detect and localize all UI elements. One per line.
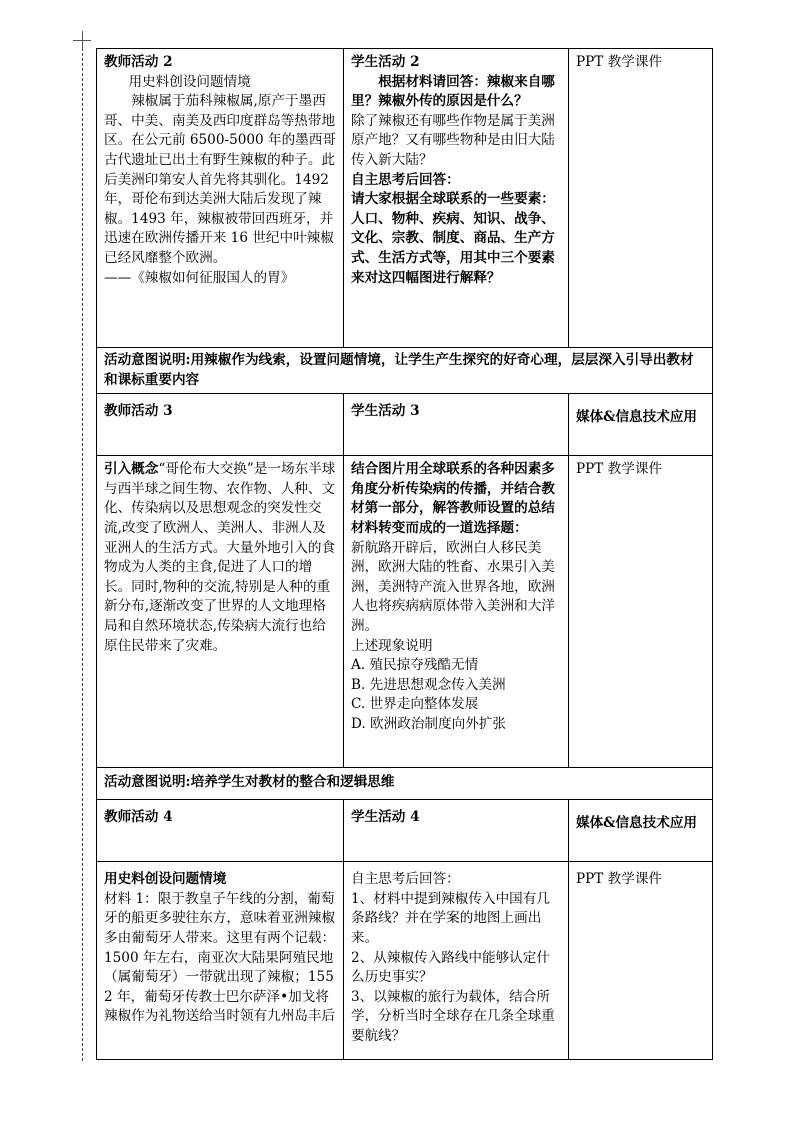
question-label: 自主思考后回答： (351, 171, 460, 188)
option-c: C. 世界走向整体发展 (351, 696, 479, 713)
table-row (97, 862, 713, 1060)
crop-mark (82, 31, 83, 48)
student-activity-2-cell (344, 49, 569, 348)
media-cell (569, 456, 713, 768)
activity-intent-text: 活动意图说明:培养学生对教材的整合和逻辑思维 (104, 774, 395, 791)
table-row (97, 800, 713, 862)
material-source: ——《辣椒如何征服国人的胃》 (104, 269, 295, 286)
table-row (97, 394, 713, 456)
cell-heading: 媒体&信息技术应用 (576, 409, 698, 426)
activity-intent-cell (97, 348, 713, 394)
cell-heading: 学生活动 3 (351, 403, 420, 420)
activity-intent-cell (97, 768, 713, 800)
table-row (97, 348, 713, 394)
lesson-plan-table (96, 48, 713, 1060)
cell-heading: 教师活动 4 (104, 809, 173, 826)
teacher-activity-4-cell (97, 862, 344, 1060)
cell-heading: 媒体&信息技术应用 (576, 815, 698, 832)
media-text: PPT 教学课件 (576, 461, 663, 478)
question-label: 自主思考后回答： (351, 871, 460, 888)
material-text: 材料 1：限于教皇子午线的分割，葡萄牙的船更多驶往东方，意味着亚洲辣椒多由葡萄牙人带来。这里有两个记载：1500 年左右，南亚次大陆果阿殖民地（属葡萄牙）一带就出现了辣椒；1552 年，葡萄牙传教士巴尔萨泽•加戈将辣椒作为礼物送给当时领有九州岛丰后 (104, 890, 336, 1025)
media-head (569, 394, 713, 456)
cell-heading: 教师活动 2 (104, 54, 173, 70)
concept-text (104, 460, 337, 656)
teacher-activity-3-head (97, 394, 344, 456)
question-prompt: 上述现象说明 (351, 637, 433, 654)
material-title: 用史料创设问题情境 (128, 73, 251, 90)
student-activity-3-cell (344, 456, 569, 768)
question-2: 2、从辣椒传入路线中能够认定什么历史事实？ (351, 949, 550, 986)
media-text: PPT 教学课件 (576, 54, 663, 70)
concept-body: “哥伦布大交换”是一场东半球与西半球之间生物、农作物、人种、文化、传染病以及思想观念的突发性交流,改变了欧洲人、美洲人、非洲人及亚洲人的生活方式。大量外地引入的食物成为人类的主食,促进了人口的增长。同时,物种的交流,特别是人种的重新分布,逐渐改变了世界的人文地理格局和自然环境状态,传染病大流行也给原住民带来了灾难。 (104, 461, 336, 654)
material-title: 用史料创设问题情境 (104, 871, 227, 888)
student-activity-4-head (344, 800, 569, 862)
question-text: 根据材料请回答：辣椒来自哪里？辣椒外传的原因是什么？ (351, 73, 555, 110)
cell-heading: 教师活动 3 (104, 403, 173, 420)
question-text: 除了辣椒还有哪些作物是属于美洲原产地？又有哪些物种是由旧大陆传入新大陆？ (351, 112, 555, 168)
table-row (97, 49, 713, 348)
media-text: PPT 教学课件 (576, 871, 663, 888)
task-instruction: 结合图片用全球联系的各种因素多角度分析传染病的传播，并结合教材第一部分，解答教师设置的总结材料转变而成的一道选择题： (351, 461, 555, 536)
media-cell (569, 862, 713, 1060)
teacher-activity-4-head (97, 800, 344, 862)
option-b: B. 先进思想观念传入美洲 (351, 676, 506, 693)
table-row (97, 456, 713, 768)
cell-heading: 学生活动 2 (351, 54, 420, 70)
option-d: D. 欧洲政治制度向外扩张 (351, 715, 506, 732)
media-head (569, 800, 713, 862)
question-3: 3、以辣椒的旅行为载体，结合所学，分析当时全球存在几条全球重要航线？ (351, 988, 555, 1044)
option-a: A. 殖民掠夺残酷无情 (351, 657, 479, 674)
question-text: 请大家根据全球联系的一些要素：人口、物种、疾病、知识、战争、文化、宗教、制度、商品、生产方式、生活方式等，用其中三个要素来对这四幅图进行解释？ (351, 191, 555, 286)
material-text: 辣椒属于茄科辣椒属,原产于墨西哥、中美、南美及西印度群岛等热带地区。在公元前 6500-5000 年的墨西哥古代遗址已出土有野生辣椒的种子。此后美洲印第安人首先将其驯化。1492 年，哥伦布到达美洲大陆后发现了辣椒。1493 年，辣椒被带回西班牙，并迅速在欧洲传播开来 16 世纪中叶辣椒已经风靡整个欧洲。 (104, 93, 336, 266)
cell-heading: 学生活动 4 (351, 809, 420, 826)
table-row (97, 768, 713, 800)
student-activity-3-head (344, 394, 569, 456)
media-cell (569, 49, 713, 348)
binding-line (82, 48, 83, 1061)
concept-label: 引入概念 (104, 461, 159, 478)
teacher-activity-3-cell (97, 456, 344, 768)
question-1: 1、材料中提到辣椒传入中国有几条路线？并在学案的地图上画出来。 (351, 890, 550, 946)
student-activity-4-cell (344, 862, 569, 1060)
activity-intent-text: 活动意图说明:用辣椒作为线索，设置问题情境，让学生产生探究的好奇心理，层层深入引导出教材和课标重要内容 (104, 352, 694, 388)
question-material: 新航路开辟后，欧洲白人移民美洲，欧洲大陆的牲畜、水果引入美洲，美洲特产流入世界各地，欧洲人也将疾病病原体带入美洲和大洋洲。 (351, 539, 555, 634)
teacher-activity-2-cell (97, 49, 344, 348)
